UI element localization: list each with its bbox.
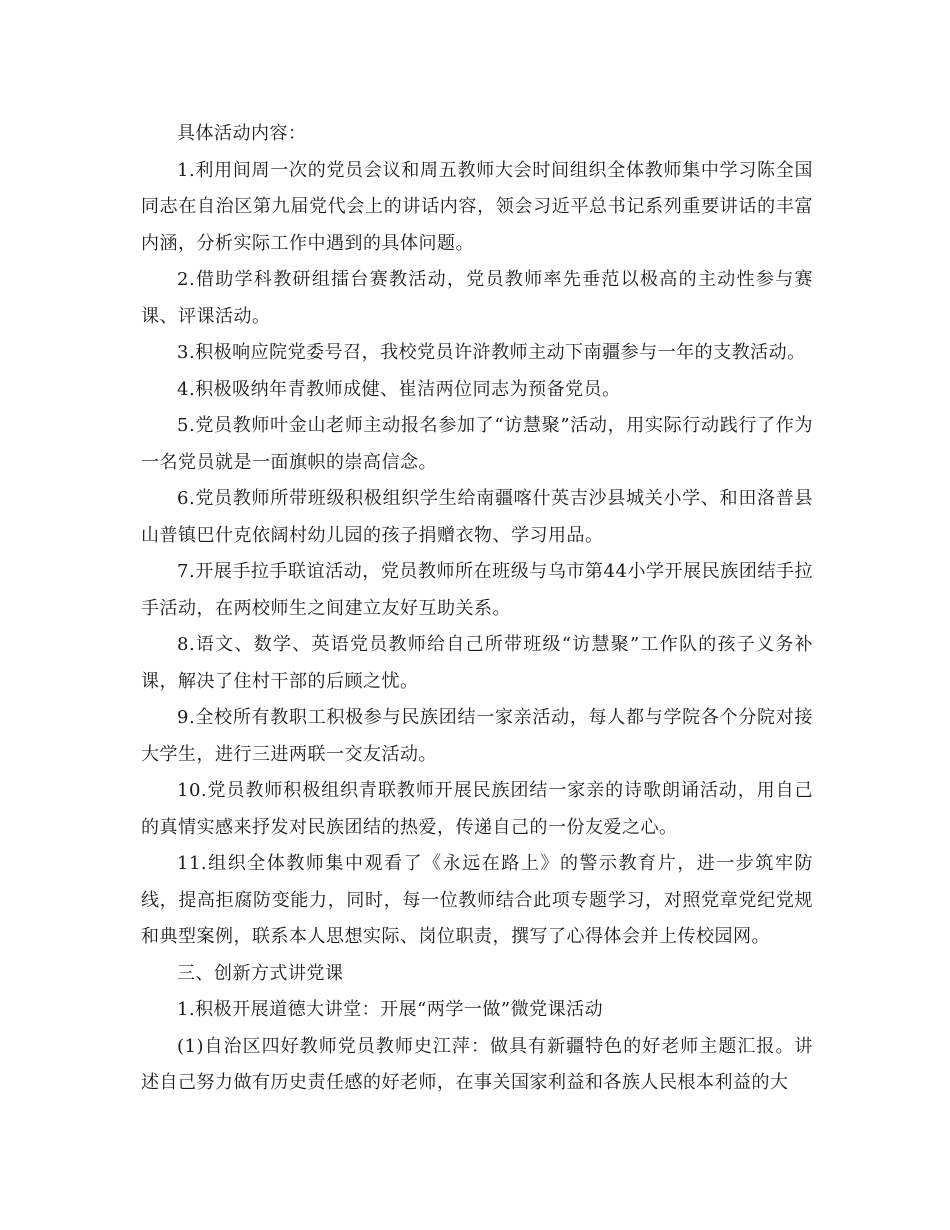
section-intro: 具体活动内容：	[177, 123, 307, 144]
subsection-heading: 1.积极开展道德大讲堂：开展“两学一做”微党课活动	[177, 999, 604, 1020]
list-item: 11.组织全体教师集中观看了《永远在路上》的警示教育片，进一步筑牢防线，提高拒腐防变能力，同时，每一位教师结合此项专题学习，对照党章党纪党规和典型案例，联系本人思想实际、岗位职责，撰写了心得体会并上传校园网。	[141, 853, 813, 947]
list-item: 8.语文、数学、英语党员教师给自己所带班级“访慧聚”工作队的孩子义务补课，解决了住村干部的后顾之忧。	[141, 634, 813, 692]
list-item: 1.利用间周一次的党员会议和周五教师大会时间组织全体教师集中学习陈全国同志在自治区第九届党代会上的讲话内容，领会习近平总书记系列重要讲话的丰富内涵，分析实际工作中遇到的具体问题。	[141, 159, 813, 254]
list-item: 2.借助学科教研组擂台赛教活动，党员教师率先垂范以极高的主动性参与赛课、评课活动。	[141, 269, 813, 327]
section-heading: 三、创新方式讲党课	[177, 962, 344, 984]
document-body	[141, 116, 813, 1102]
list-item: 10.党员教师积极组织青联教师开展民族团结一家亲的诗歌朗诵活动，用自己的真情实感来抒发对民族团结的热爱，传递自己的一份友爱之心。	[141, 780, 813, 838]
list-item: 7.开展手拉手联谊活动，党员教师所在班级与乌市第44小学开展民族团结手拉手活动，在两校师生之间建立友好互助关系。	[141, 561, 813, 619]
list-item: (1)自治区四好教师党员教师史江萍：做具有新疆特色的好老师主题汇报。讲述自己努力做有历史责任感的好老师，在事关国家利益和各族人民根本利益的大	[141, 1035, 813, 1093]
list-item: 5.党员教师叶金山老师主动报名参加了“访慧聚”活动，用实际行动践行了作为一名党员就是一面旗帜的崇高信念。	[141, 415, 813, 473]
list-item: 9.全校所有教职工积极参与民族团结一家亲活动，每人都与学院各个分院对接大学生，进行三进两联一交友活动。	[141, 707, 813, 765]
list-item: 3.积极响应院党委号召，我校党员许浒教师主动下南疆参与一年的支教活动。	[177, 342, 806, 363]
list-item: 4.积极吸纳年青教师成健、崔洁两位同志为预备党员。	[177, 378, 621, 400]
list-item: 6.党员教师所带班级积极组织学生给南疆喀什英吉沙县城关小学、和田洛普县山普镇巴什克依阔村幼儿园的孩子捐赠衣物、学习用品。	[141, 488, 813, 546]
